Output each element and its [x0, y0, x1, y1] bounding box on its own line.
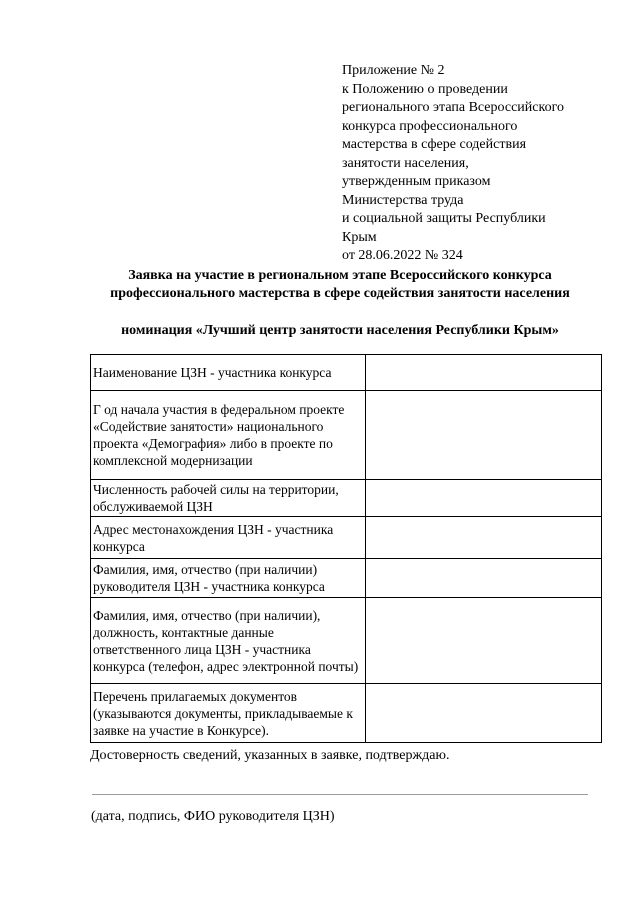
table-row: [91, 598, 602, 684]
appendix-line: Министерства труда: [342, 192, 464, 208]
appendix-line: регионального этапа Всероссийского: [342, 100, 564, 115]
confirmation-text: Достоверность сведений, указанных в заявке, подтверждаю.: [90, 748, 450, 763]
nomination-title: номинация «Лучший центр занятости населения Республики Крым»: [121, 323, 559, 338]
appendix-line: утвержденным приказом: [342, 174, 491, 189]
table-row: [91, 355, 602, 391]
row-label: Фамилия, имя, отчество (при наличии), должность, контактные данные ответственного лица ЦЗН - участника конкурса (телефон, адрес электронной почты): [91, 598, 366, 684]
application-form-table: [90, 354, 602, 743]
appendix-line: занятости населения,: [342, 155, 469, 171]
appendix-line: Приложение № 2: [342, 63, 445, 78]
row-label: Наименование ЦЗН - участника конкурса: [91, 355, 366, 391]
row-value-cell[interactable]: [366, 355, 602, 391]
appendix-line: конкурса профессионального: [342, 118, 518, 134]
appendix-line: от 28.06.2022 № 324: [342, 248, 463, 263]
row-value-cell[interactable]: [366, 559, 602, 598]
row-label: Перечень прилагаемых документов (указываются документы, прикладываемые к заявке на участие в Конкурсе).: [91, 684, 366, 743]
appendix-line: Крым: [342, 229, 377, 245]
appendix-line: и социальной защиты Республики: [342, 211, 546, 226]
row-label: Г од начала участия в федеральном проекте «Содействие занятости» национального проекта «Демография» либо в проекте по комплексной модернизации: [91, 391, 366, 480]
row-value-cell[interactable]: [366, 598, 602, 684]
row-value-cell[interactable]: [366, 684, 602, 743]
appendix-line: к Положению о проведении: [342, 81, 508, 97]
table-row: [91, 684, 602, 743]
appendix-line: мастерства в сфере содействия: [342, 137, 527, 152]
row-label: Фамилия, имя, отчество (при наличии) руководителя ЦЗН - участника конкурса: [91, 559, 366, 598]
row-label: Численность рабочей силы на территории, обслуживаемой ЦЗН: [91, 480, 366, 517]
row-value-cell[interactable]: [366, 391, 602, 480]
row-label: Адрес местонахождения ЦЗН - участника конкурса: [91, 517, 366, 559]
table-row: [91, 391, 602, 480]
table-row: [91, 559, 602, 598]
signature-line: [92, 794, 588, 795]
table-row: [91, 480, 602, 517]
row-value-cell[interactable]: [366, 517, 602, 559]
document-title: [60, 267, 620, 303]
signature-label: (дата, подпись, ФИО руководителя ЦЗН): [91, 809, 335, 824]
title-line: профессионального мастерства в сфере содействия занятости населения: [110, 286, 570, 301]
table-row: [91, 517, 602, 559]
appendix-block: [342, 62, 612, 266]
row-value-cell[interactable]: [366, 480, 602, 517]
title-line: Заявка на участие в региональном этапе Всероссийского конкурса: [128, 268, 552, 283]
